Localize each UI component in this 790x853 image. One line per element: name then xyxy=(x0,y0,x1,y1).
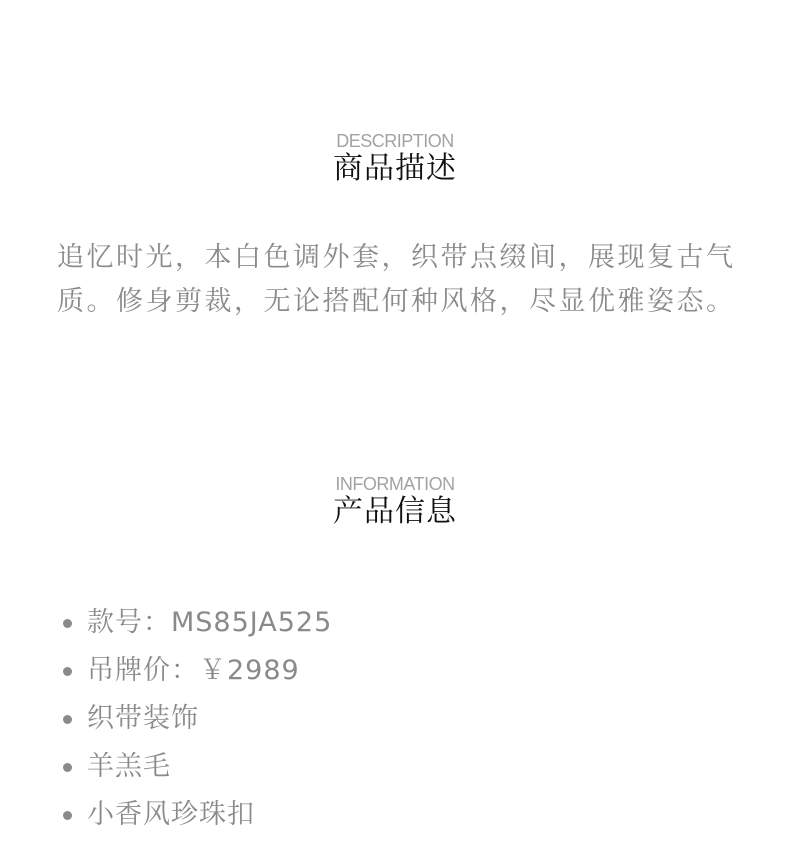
bullet-dot-icon xyxy=(63,811,72,820)
description-text: 追忆时光，本白色调外套，织带点缀间，展现复古气质。修身剪裁，无论搭配何种风格，尽显优雅姿态。 xyxy=(57,242,736,317)
description-title: 商品描述 xyxy=(333,151,457,186)
bullet-dot-icon xyxy=(63,667,72,676)
info-list xyxy=(60,608,332,848)
information-title: 产品信息 xyxy=(333,494,457,529)
list-item-text: 小香风珍珠扣 xyxy=(87,799,255,830)
description-header xyxy=(0,131,790,187)
description-eyebrow: DESCRIPTION xyxy=(336,131,454,151)
list-item-text: 织带装饰 xyxy=(87,703,199,734)
list-item-style-number xyxy=(60,608,332,638)
information-eyebrow: INFORMATION xyxy=(335,474,455,494)
bullet-dot-icon xyxy=(63,619,72,628)
list-item-text: 羊羔毛 xyxy=(87,751,171,782)
list-item-tag-price xyxy=(60,656,332,686)
information-header xyxy=(0,474,790,530)
list-item-material xyxy=(60,752,332,782)
bullet-dot-icon xyxy=(63,715,72,724)
list-item-feature xyxy=(60,704,332,734)
bullet-dot-icon xyxy=(63,763,72,772)
list-item-text: 吊牌价：￥2989 xyxy=(87,655,300,686)
list-item-buttons xyxy=(60,800,332,830)
list-item-text: 款号：MS85JA525 xyxy=(87,607,333,638)
